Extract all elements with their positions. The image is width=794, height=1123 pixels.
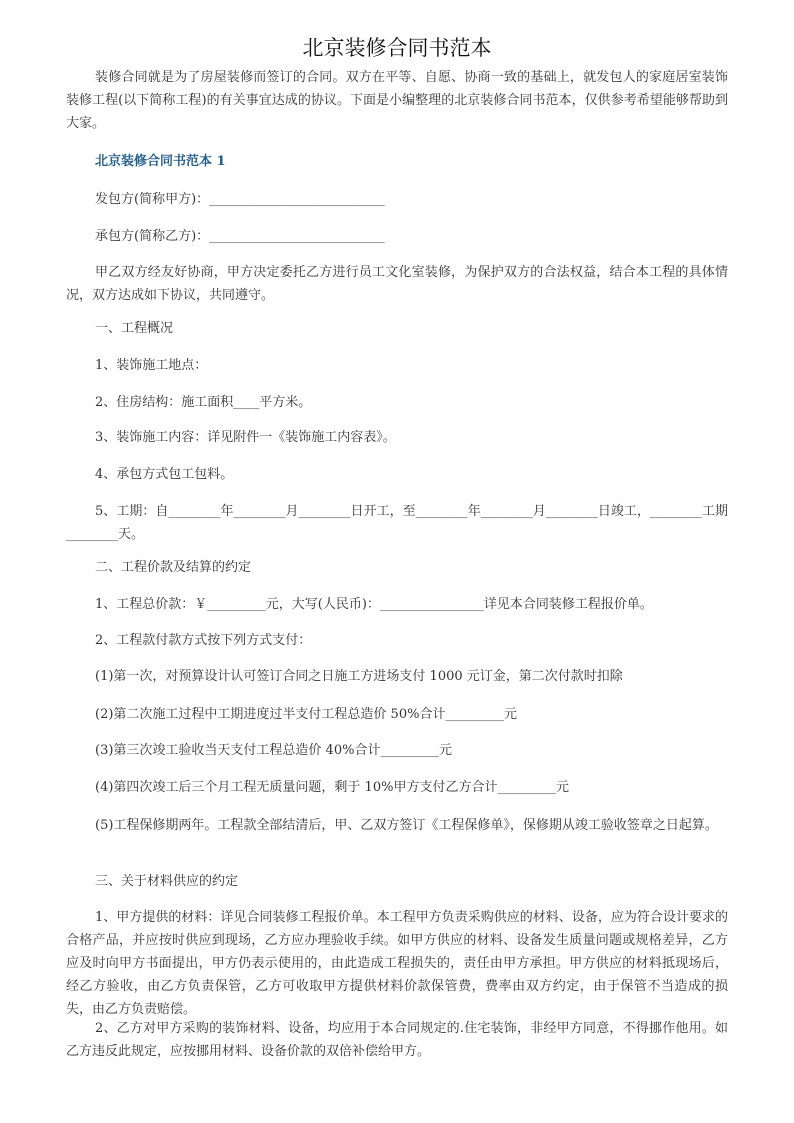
clause-1-2: 2、住房结构：施工面积____平方米。 [95, 395, 312, 410]
clause-1-5: 5、工期：自________年________月________日开工，至________年________月________日竣工，________工期________天。 [66, 504, 728, 542]
party-b-line: 承包方(简称乙方)：___________________________ [95, 229, 385, 244]
section-2-title: 二、工程价款及结算的约定 [95, 560, 252, 575]
clause-1-4: 4、承包方式包工包料。 [95, 467, 234, 482]
section-1-title: 一、工程概况 [95, 321, 174, 336]
clause-3-1: 1、甲方提供的材料：详见合同装修工程报价单。本工程甲方负责采购供应的材料、设备，应为符合设计要求的合格产品，并应按时供应到现场，乙方应办理验收手续。如甲方供应的材料、设备发生质量问题或规格差异，乙方应及时向甲方书面提出，甲方仍表示使用的，由此造成工程损失的，责任由甲方承担。甲方供应的材料抵现场后，经乙方验收，由乙方负责保管，乙方可收取甲方提供材料价款保管费，费率由双方约定，由于保管不当造成的损失，由乙方负责赔偿。 [66, 910, 728, 1017]
intro-paragraph: 装修合同就是为了房屋装修而签订的合同。双方在平等、自愿、协商一致的基础上，就发包人的家庭居室装饰装修工程(以下简称工程)的有关事宜达成的协议。下面是小编整理的北京装修合同书范本，仅供参考希望能够帮助到大家。 [66, 70, 728, 131]
clause-2-1: 1、工程总价款：￥_________元，大写(人民币)：________________详见本合同装修工程报价单。 [95, 597, 653, 612]
clause-1-3: 3、装饰施工内容：详见附件一《装饰施工内容表》。 [95, 430, 396, 445]
warranty-clause: (5)工程保修期两年。工程款全部结清后，甲、乙双方签订《工程保修单》，保修期从竣工验收签章之日起算。 [95, 818, 718, 833]
section-3-title: 三、关于材料供应的约定 [95, 874, 239, 889]
preamble-paragraph: 甲乙双方经友好协商，甲方决定委托乙方进行员工文化室装修，为保护双方的合法权益，结合本工程的具体情况，双方达成如下协议，共同遵守。 [66, 265, 728, 303]
clause-1-1: 1、装饰施工地点： [95, 358, 208, 373]
payment-2: (2)第二次施工过程中工期进度过半支付工程总造价 50%合计_________元 [95, 707, 517, 722]
payment-3: (3)第三次竣工验收当天支付工程总造价 40%合计_________元 [95, 743, 452, 758]
payment-4: (4)第四次竣工后三个月工程无质量问题，剩于 10%甲方支付乙方合计_________元 [95, 780, 569, 795]
payment-1: (1)第一次，对预算设计认可签订合同之日施工方进场支付 1000 元订金，第二次付款时扣除 [95, 669, 623, 684]
party-a-line: 发包方(简称甲方)：___________________________ [95, 192, 385, 207]
section-heading: 北京装修合同书范本 1 [95, 154, 226, 169]
clause-2-2: 2、工程款付款方式按下列方式支付： [95, 633, 312, 648]
document-title: 北京装修合同书范本 [302, 36, 492, 60]
clause-3-2: 2、乙方对甲方采购的装饰材料、设备，均应用于本合同规定的.住宅装饰，非经甲方同意，不得挪作他用。如乙方违反此规定，应按挪用材料、设备价款的双倍补偿给甲方。 [66, 1021, 728, 1059]
